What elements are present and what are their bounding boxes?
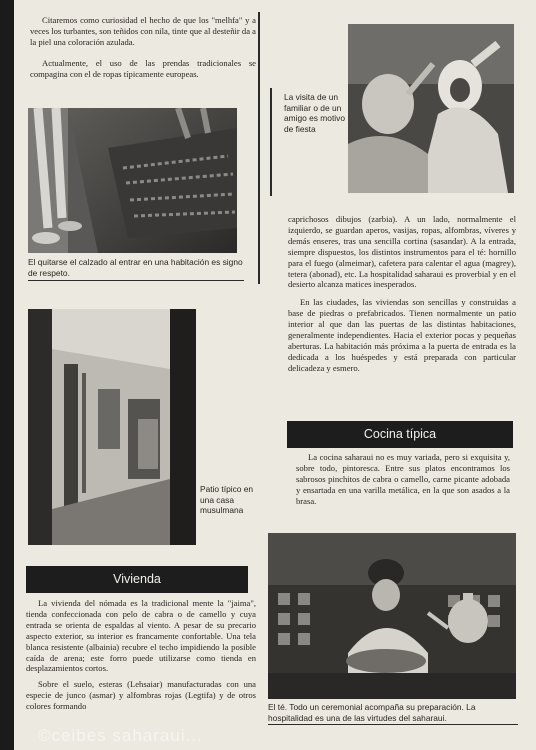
watermark (38, 726, 203, 746)
intro-paragraph-2: Actualmente, el uso de las prendas tradicionales se compagina con el de ropas típicamente europeas. (30, 57, 256, 79)
section-title-cocina: Cocina típica (363, 427, 437, 441)
column-rule-left (258, 12, 260, 284)
caption-tea (268, 702, 518, 725)
caption-visit-text: La visita de un familiar o de un amigo es motivo de fiesta (284, 92, 345, 134)
column-rule-right (270, 88, 272, 196)
caption-visit (284, 92, 346, 134)
vivienda-text (26, 598, 256, 712)
section-header-cocina (287, 421, 513, 448)
intro-paragraph-1: Citaremos como curiosidad el hecho de que los "melhfa" y a veces los turbantes, son teñidos con nila, tinte que al desteñir da a la piel una coloración azulada. (30, 15, 256, 47)
right-paragraph-1: caprichosos dibujos (zarbia). A un lado, normalmente el izquierdo, se guardan aperos, vasijas, ropas, alfombras, víveres y demás enseres, tras una sencilla cortina (sasandar). A la entrada, siempre dispuestos, los distintos instrumentos para el té: hornillo para el fuego (almeimar), cafetera para calentar el agua (magrey), tetera (abonad), etc. La hospitalidad saharaui es proverbial y en el desierto alcanza matices inesperados. (288, 214, 516, 290)
section-header-vivienda (26, 566, 248, 593)
caption-tea-text: El té. Todo un ceremonial acompaña su preparación. La hospitalidad es una de las virtudes del saharaui. (268, 702, 476, 723)
right-column-text (288, 214, 516, 374)
photo-visit-celebration (348, 24, 514, 193)
section-title-vivienda: Vivienda (113, 572, 161, 586)
photo-feet-on-rug (28, 108, 237, 253)
caption-patio (200, 484, 266, 516)
vivienda-paragraph-2: Sobre el suelo, esteras (Lehsaiar) manufacturadas con una especie de junco (asmar) y alfombras rojas (Legtifa) y de otros colores formando (26, 679, 256, 712)
caption-patio-text: Patio típico en una casa musulmana (200, 484, 254, 516)
cocina-paragraph: La cocina saharaui no es muy variada, pero si exquisita y, sobre todo, pintoresca. Entre sus platos encontramos los sabrosos pinchitos de cabra o camello, carne picante adobada y ensartada en una varilla metálica, en la que son asados a la brasa. (296, 452, 510, 506)
photo-tea-ceremony (268, 533, 516, 699)
vivienda-paragraph-1: La vivienda del nómada es la tradicional mente la "jaima", tienda confeccionada con pelo de cabra o de camello y cuya entrada se orienta de espaldas al viento. A pesar de su precario aspecto exterior, su interior es francamente confortable. Una tela blanca resistente (albainia) recubre el techo impidiendo la posible caída de arena; este forro puede utilizarse como tienda en desplazamientos cortos. (26, 598, 256, 674)
intro-text (30, 15, 256, 80)
caption-shoes (28, 257, 244, 281)
magazine-page (14, 0, 536, 750)
caption-shoes-text: El quitarse el calzado al entrar en una habitación es signo de respeto. (28, 257, 243, 278)
right-paragraph-2: En las ciudades, las viviendas son sencillas y construidas a base de piedras o prefabricados. Tienen normalmente un patio interior al que dan las puertas de las distintas habitaciones, generalmente independientes. Hacia el exterior pocas y pequeñas aberturas. La habitación más próxima a la puerta de entrada es la dedicada a los huéspedes y está preparada con particular delicadeza y esmero. (288, 297, 516, 373)
photo-patio (28, 309, 196, 545)
cocina-text (296, 452, 510, 507)
watermark-text: ©ceibes saharaui... (38, 726, 203, 745)
